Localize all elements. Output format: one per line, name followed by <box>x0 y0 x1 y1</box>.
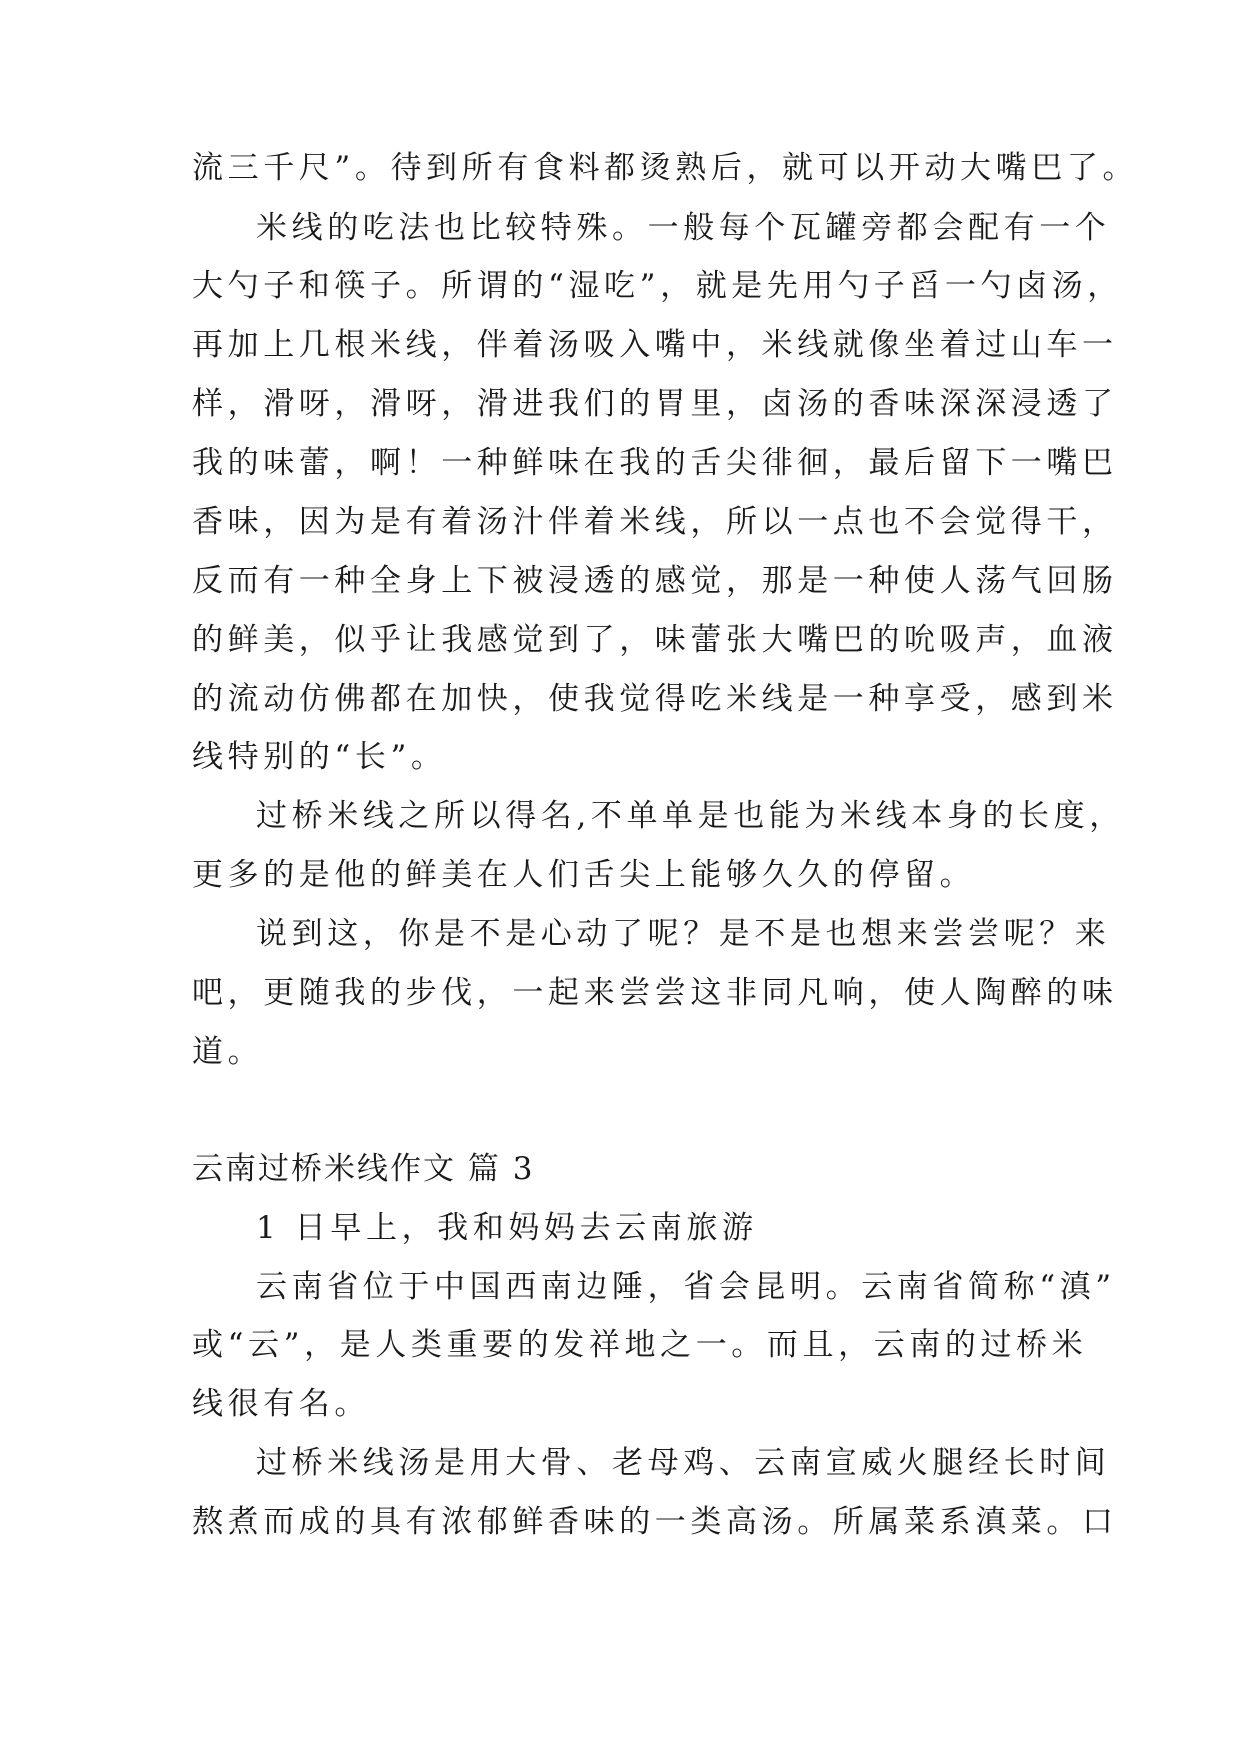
paragraph-start-line: 过桥米线汤是用大骨、老母鸡、云南宣威火腿经长时间 <box>256 1445 1111 1481</box>
text-line: 吧，更随我的步伐，一起来尝尝这非同凡响，使人陶醉的味 <box>192 975 1118 1011</box>
text-line: 线很有名。 <box>192 1386 370 1422</box>
text-line: 熬煮而成的具有浓郁鲜香味的一类高汤。所属菜系滇菜。口 <box>192 1504 1118 1540</box>
text-line: 更多的是他的鲜美在人们舌尖上能够久久的停留。 <box>192 857 976 893</box>
text-line: 香味，因为是有着汤汁伴着米线，所以一点也不会觉得干， <box>192 504 1118 540</box>
text-line: 再加上几根米线，伴着汤吸入嘴中，米线就像坐着过山车一 <box>192 327 1118 363</box>
paragraph-start-line: 1 日早上，我和妈妈去云南旅游 <box>256 1210 758 1246</box>
text-line: 大勺子和筷子。所谓的“湿吃”，就是先用勺子舀一勺卤汤， <box>192 268 1123 304</box>
text-line: 道。 <box>192 1034 264 1070</box>
text-line: 反而有一种全身上下被浸透的感觉，那是一种使人荡气回肠 <box>192 563 1118 599</box>
paragraph-start-line: 云南省位于中国西南边陲，省会昆明。云南省简称“滇” <box>256 1269 1116 1305</box>
paragraph-start-line: 说到这，你是不是心动了呢？是不是也想来尝尝呢？来 <box>256 916 1111 952</box>
text-line: 线特别的“长”。 <box>192 739 447 775</box>
section-heading: 云南过桥米线作文 篇 3 <box>192 1151 535 1187</box>
text-line: 的鲜美，似乎让我感觉到了，味蕾张大嘴巴的吮吸声，血液 <box>192 622 1118 658</box>
paragraph-start-line: 过桥米线之所以得名,不单单是也能为米线本身的长度， <box>256 798 1125 834</box>
text-line: 我的味蕾，啊！一种鲜味在我的舌尖徘徊，最后留下一嘴巴 <box>192 445 1118 481</box>
text-line: 流三千尺”。待到所有食料都烫熟后，就可以开动大嘴巴了。 <box>192 150 1139 186</box>
text-line: 的流动仿佛都在加快，使我觉得吃米线是一种享受，感到米 <box>192 681 1118 717</box>
paragraph-start-line: 米线的吃法也比较特殊。一般每个瓦罐旁都会配有一个 <box>256 210 1111 246</box>
text-line: 样，滑呀，滑呀，滑进我们的胃里，卤汤的香味深深浸透了 <box>192 386 1118 422</box>
text-line: 或“云”，是人类重要的发祥地之一。而且，云南的过桥米 <box>192 1327 1088 1363</box>
